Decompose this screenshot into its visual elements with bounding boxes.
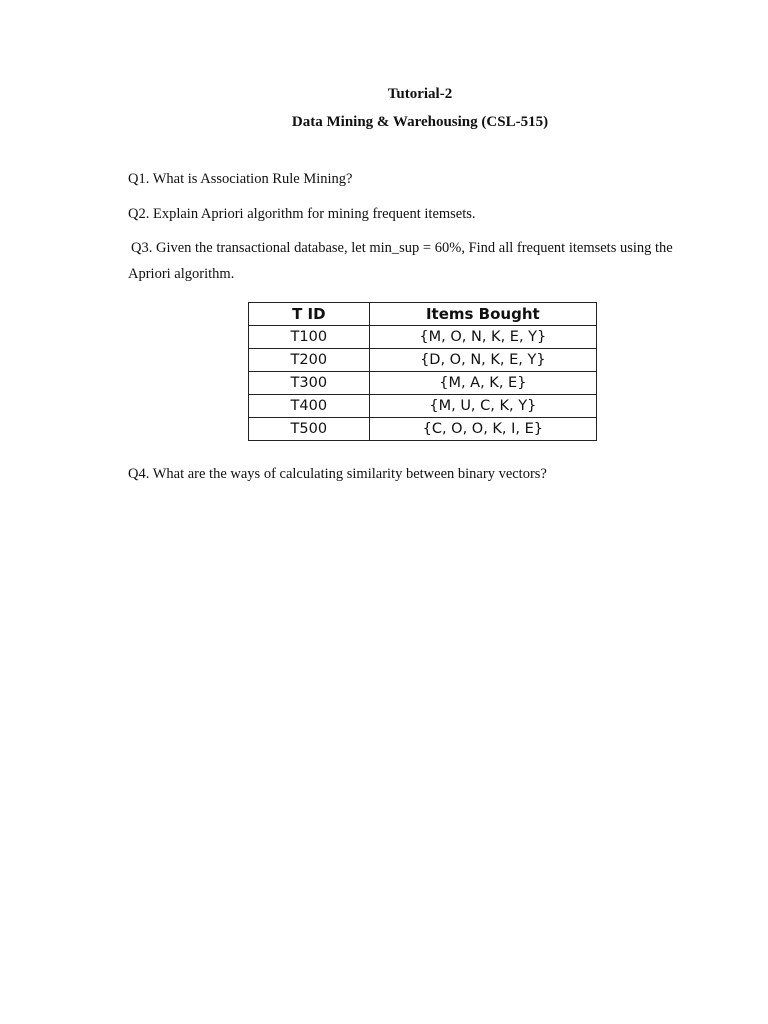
question-3: Q3. Given the transactional database, let min_sup = 60%, Find all frequent itemsets using the Apriori algorithm. <box>128 240 673 282</box>
column-header-items: Items Bought <box>369 303 596 326</box>
document-subtitle: Data Mining & Warehousing (CSL-515) <box>291 114 549 130</box>
transaction-table <box>248 302 597 441</box>
items-cell: {M, O, N, K, E, Y} <box>369 326 596 349</box>
items-cell: {M, A, K, E} <box>369 372 596 395</box>
question-2: Q2. Explain Apriori algorithm for mining frequent itemsets. <box>128 206 476 222</box>
table-row <box>249 372 597 395</box>
table-row <box>249 418 597 441</box>
items-cell: {D, O, N, K, E, Y} <box>369 349 596 372</box>
table-row <box>249 349 597 372</box>
table-header-row <box>249 303 597 326</box>
table-row <box>249 326 597 349</box>
items-cell: {C, O, O, K, I, E} <box>369 418 596 441</box>
tid-cell: T300 <box>249 372 370 395</box>
tid-cell: T500 <box>249 418 370 441</box>
tid-cell: T200 <box>249 349 370 372</box>
table-row <box>249 395 597 418</box>
question-1: Q1. What is Association Rule Mining? <box>128 171 353 187</box>
document-title: Tutorial-2 <box>387 86 453 102</box>
column-header-tid: T ID <box>249 303 370 326</box>
tid-cell: T100 <box>249 326 370 349</box>
tid-cell: T400 <box>249 395 370 418</box>
items-cell: {M, U, C, K, Y} <box>369 395 596 418</box>
question-4: Q4. What are the ways of calculating similarity between binary vectors? <box>128 466 547 482</box>
